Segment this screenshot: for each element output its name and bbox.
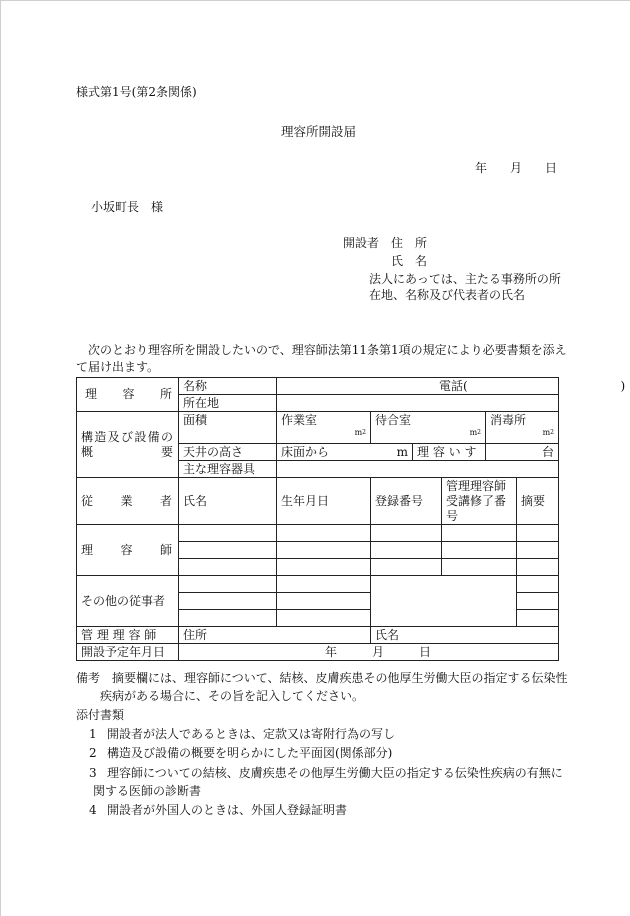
shop-name-value[interactable]: 電話( ) <box>277 378 559 395</box>
intro-line2: て届け出ます。 <box>76 360 160 374</box>
barber-label-cell: 理 容 師 <box>77 525 179 576</box>
work-room-unit: $m^2$ <box>354 428 366 437</box>
barber-reg-cell[interactable] <box>371 559 442 576</box>
work-room-cell[interactable] <box>277 412 371 444</box>
page-edge-left <box>0 0 1 916</box>
col-course-header: 管理理容師 受講修了番 号 <box>442 478 517 525</box>
document-title: 理容所開設届 <box>281 124 357 139</box>
attachment-item: 開設者が法人であるときは、定款又は寄附行為の写し <box>107 727 396 741</box>
waiting-room-label: 待合室 <box>375 413 412 427</box>
shop-location-value[interactable] <box>277 395 559 412</box>
barber-remarks-cell[interactable] <box>517 559 559 576</box>
manager-name-cell[interactable]: 氏名 <box>371 627 559 644</box>
phone-label: 電話( <box>439 378 468 393</box>
addressee: 小坂町長 様 <box>91 200 164 214</box>
facility-label-cell: 構 造 及 び 設 備 の 概 要 <box>77 412 179 478</box>
barber-course-cell[interactable] <box>442 559 517 576</box>
opening-date-value[interactable]: 年 月 日 <box>179 644 559 661</box>
shop-location-label: 所在地 <box>179 395 277 412</box>
manager-address-cell[interactable]: 住所 <box>179 627 371 644</box>
other-staff-birth-cell[interactable] <box>277 593 371 610</box>
waiting-room-cell[interactable] <box>371 412 486 444</box>
table-row <box>77 378 559 395</box>
chair-unit: 台 <box>541 444 554 459</box>
manager-label: 管 理 理 容 師 <box>77 627 179 644</box>
area-label: 面積 <box>179 412 277 444</box>
barber-remarks-cell[interactable] <box>517 542 559 559</box>
shop-name-label: 名称 <box>179 378 277 395</box>
other-staff-name-cell[interactable] <box>179 576 277 593</box>
staff-label-cell: 従 業 者 <box>77 478 179 525</box>
applicant-note-line2: 在地、名称及び代表者の氏名 <box>369 288 526 302</box>
date-month-label: 月 <box>510 161 523 175</box>
table-row <box>77 644 559 661</box>
other-staff-remarks-cell[interactable] <box>517 593 559 610</box>
col-birth-header: 生年月日 <box>277 478 371 525</box>
col-name-header: 氏名 <box>179 478 277 525</box>
attachment-num: 4 <box>89 803 97 817</box>
other-staff-birth-cell[interactable] <box>277 610 371 627</box>
barber-course-cell[interactable] <box>442 542 517 559</box>
tools-label: 主な理容器具 <box>179 461 277 478</box>
ceiling-height-value[interactable] <box>277 444 413 461</box>
col-reg-header: 登録番号 <box>371 478 442 525</box>
table-row <box>77 478 559 525</box>
shop-label-cell: 理 容 所 <box>77 378 179 412</box>
meter-unit: m <box>396 444 408 459</box>
col-remarks-header: 摘要 <box>517 478 559 525</box>
barber-birth-cell[interactable] <box>277 559 371 576</box>
table-row <box>77 576 559 593</box>
intro-line1: 次のとおり理容所を開設したいので、理容師法第11条第1項の規定により必要書類を添え <box>88 343 567 357</box>
tools-value[interactable] <box>277 461 559 478</box>
floor-from-label: 床面から <box>281 444 330 459</box>
attachment-num: 3 <box>89 766 97 780</box>
other-staff-birth-cell[interactable] <box>277 576 371 593</box>
table-row <box>77 627 559 644</box>
application-form-table <box>76 377 626 661</box>
remarks-line1: 摘要欄には、理容師について、結核、皮膚疾患その他厚生労働大臣の指定する伝染性 <box>112 671 568 685</box>
other-staff-remarks-cell[interactable] <box>517 576 559 593</box>
disinfection-room-unit: $m^2$ <box>542 428 554 437</box>
work-room-label: 作業室 <box>281 413 318 427</box>
applicant-role-label: 開設者 <box>343 236 380 250</box>
ceiling-height-label: 天井の高さ <box>179 444 277 461</box>
applicant-address-label: 住 所 <box>391 236 428 250</box>
applicant-name-label: 氏 名 <box>391 254 428 268</box>
other-staff-label: その他の従事者 <box>77 576 179 627</box>
barber-birth-cell[interactable] <box>277 542 371 559</box>
barber-name-cell[interactable] <box>179 525 277 542</box>
barber-reg-cell[interactable] <box>371 525 442 542</box>
opening-date-label: 開設予定年月日 <box>77 644 179 661</box>
barber-birth-cell[interactable] <box>277 525 371 542</box>
attachment-num: 1 <box>89 727 97 741</box>
applicant-note-line1: 法人にあっては、主たる事務所の所 <box>369 272 561 286</box>
barber-name-cell[interactable] <box>179 559 277 576</box>
disinfection-room-label: 消毒所 <box>490 413 527 427</box>
remarks-label: 備考 <box>76 671 101 685</box>
date-day-label: 日 <box>545 161 558 175</box>
barber-course-cell[interactable] <box>442 525 517 542</box>
barber-name-cell[interactable] <box>179 542 277 559</box>
table-row <box>77 412 559 444</box>
attachment-item: 開設者が外国人のときは、外国人登録証明書 <box>107 803 348 817</box>
other-staff-remarks-cell[interactable] <box>517 610 559 627</box>
other-staff-name-cell[interactable] <box>179 593 277 610</box>
date-year-label: 年 <box>475 161 488 175</box>
attachment-item: 構造及び設備の概要を明らかにした平面図(関係部分) <box>107 746 393 760</box>
chair-count-value[interactable] <box>486 444 559 461</box>
attachment-item: 理容師についての結核、皮膚疾患その他厚生労働大臣の指定する伝染性疾病の有無に <box>107 766 563 780</box>
disinfection-room-cell[interactable] <box>486 412 559 444</box>
attachment-num: 2 <box>89 746 97 760</box>
remarks-line2: 疾病がある場合に、その旨を記入してください。 <box>100 689 365 703</box>
waiting-room-unit: $m^2$ <box>469 428 481 437</box>
chair-label: 理 容 い す <box>413 444 486 461</box>
other-staff-name-cell[interactable] <box>179 610 277 627</box>
barber-remarks-cell[interactable] <box>517 525 559 542</box>
table-row <box>77 525 559 542</box>
other-staff-blank-cell <box>371 576 517 627</box>
attachment-item: 関する医師の診断書 <box>93 784 202 798</box>
attachments-title: 添付書類 <box>76 708 125 722</box>
barber-reg-cell[interactable] <box>371 542 442 559</box>
form-number: 様式第1号(第2条関係) <box>76 85 197 99</box>
page-edge-top <box>0 0 630 1</box>
